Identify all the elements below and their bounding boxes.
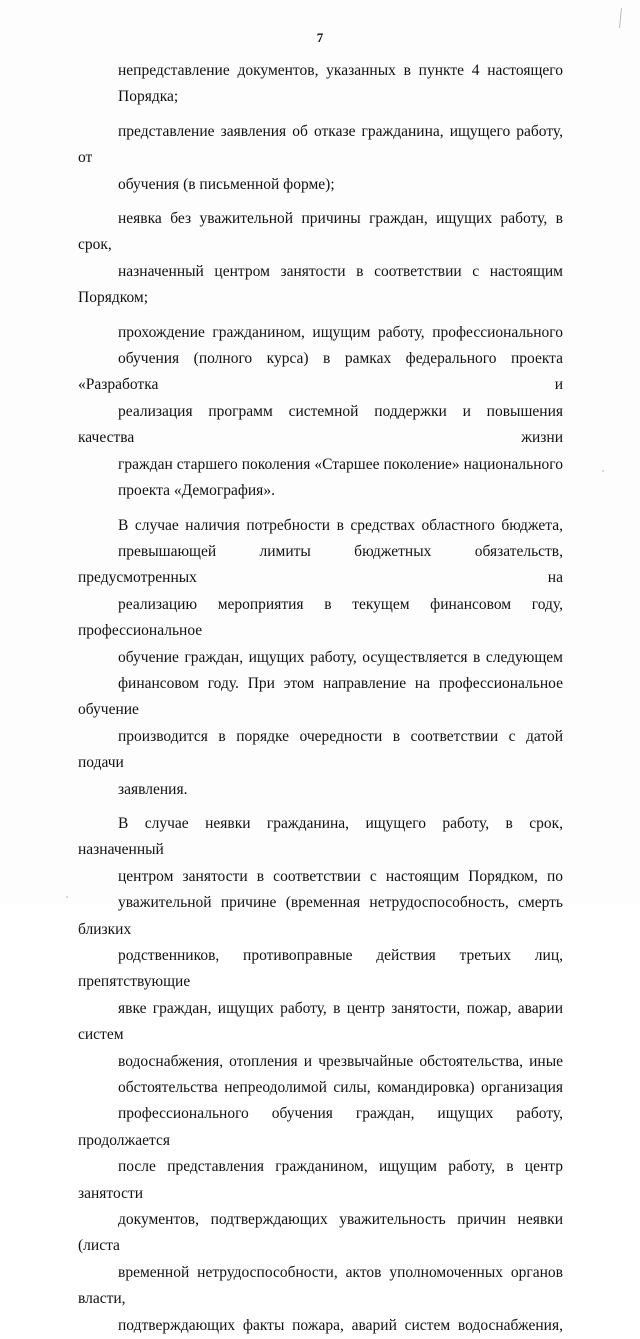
text-line: обучения (в письменной форме); <box>118 175 335 193</box>
paragraph-non-appearance <box>78 206 563 312</box>
text-line: реализацию мероприятия в текущем финансовом году, профессиональное <box>78 595 563 640</box>
page-number: 7 <box>316 30 324 45</box>
scan-artifact <box>66 896 68 898</box>
text-line: В случае наличия потребности в средствах областного бюджета, <box>118 516 563 534</box>
paragraph-nonsubmission <box>78 58 563 111</box>
text-line: явке граждан, ищущих работу, в центр занятости, пожар, аварии систем <box>78 999 563 1044</box>
text-line: назначенный центром занятости в соответствии с настоящим Порядком; <box>78 262 563 307</box>
paragraph-refusal <box>78 119 563 198</box>
paragraph-budget <box>78 513 563 803</box>
text-line: реализация программ системной поддержки и повышения качества жизни <box>78 402 563 447</box>
scan-artifact <box>602 470 604 472</box>
text-line: производится в порядке очередности в соответствии с датой подачи <box>78 727 563 772</box>
text-line: водоснабжения, отопления и чрезвычайные обстоятельства, иные <box>118 1052 563 1070</box>
text-line: временной нетрудоспособности, актов уполномоченных органов власти, <box>78 1263 563 1308</box>
text-line: подтверждающих факты пожара, аварий систем водоснабжения, <box>118 1316 563 1334</box>
text-line: прохождение гражданином, ищущим работу, профессионального <box>118 323 563 341</box>
text-line: В случае неявки гражданина, ищущего работу, в срок, назначенный <box>78 814 563 859</box>
text-line: представление заявления об отказе гражданина, ищущего работу, от <box>78 122 563 167</box>
paragraph-valid-reason <box>78 811 563 1339</box>
text-line: превышающей лимиты бюджетных обязательств, предусмотренных на <box>78 542 563 587</box>
text-line: документов, подтверждающих уважительность причин неявки (листа <box>78 1211 563 1255</box>
text-line: неявка без уважительной причины граждан, ищущих работу, в срок, <box>78 210 563 254</box>
text-line: проекта «Демография». <box>118 482 275 500</box>
text-line: после представления гражданином, ищущим работу, в центр занятости <box>78 1158 563 1202</box>
text-line: Порядка; <box>118 88 179 106</box>
text-line: заявления. <box>118 780 188 798</box>
text-line: обстоятельства непреодолимой силы, командировка) организация <box>118 1079 563 1097</box>
text-line: центром занятости в соответствии с настоящим Порядком, по <box>118 867 563 885</box>
text-line: профессионального обучения граждан, ищущих работу, продолжается <box>78 1105 563 1149</box>
text-line: родственников, противоправные действия третьих лиц, препятствующие <box>78 947 563 991</box>
paragraph-completion <box>78 320 563 505</box>
text-line: обучения (полного курса) в рамках федерального проекта «Разработка и <box>78 350 563 394</box>
document-body <box>78 58 563 1339</box>
text-line: обучение граждан, ищущих работу, осуществляется в следующем <box>118 648 563 666</box>
text-line: граждан старшего поколения «Старшее поколение» национального <box>118 455 563 473</box>
text-line: непредставление документов, указанных в пункте 4 настоящего <box>118 62 563 79</box>
text-line: финансовом году. При этом направление на профессиональное обучение <box>78 674 563 719</box>
scan-artifact <box>619 8 622 28</box>
text-line: уважительной причине (временная нетрудоспособность, смерть близких <box>78 894 563 938</box>
